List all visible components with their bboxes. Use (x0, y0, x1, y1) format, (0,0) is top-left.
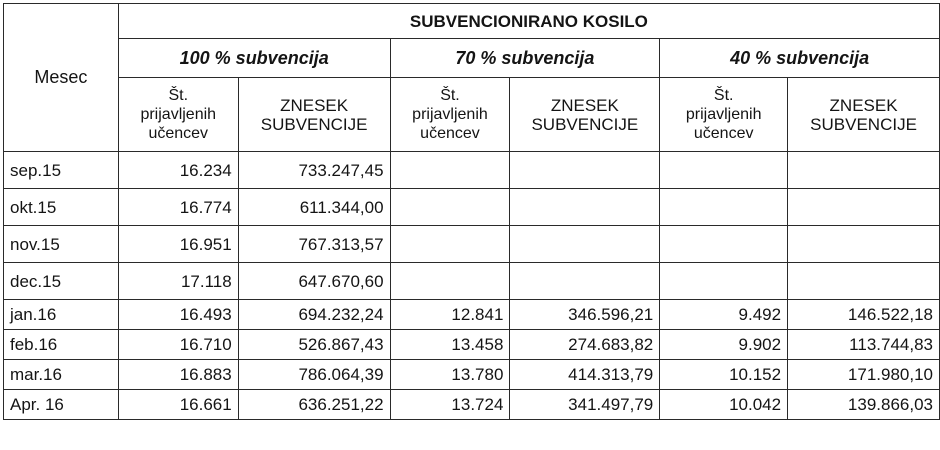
amount-100-cell: 526.867,43 (238, 330, 390, 360)
amount-40-cell: 171.980,10 (788, 360, 940, 390)
group-header-70: 70 % subvencija (390, 39, 660, 78)
amount-header-line: ZNESEK (280, 95, 349, 115)
count-40-cell (660, 226, 788, 263)
month-cell: jan.16 (4, 300, 119, 330)
table-row (4, 263, 940, 300)
month-column-header: Mesec (4, 4, 119, 152)
count-100-cell: 16.710 (118, 330, 238, 360)
count-header-line: prijavljenih (685, 106, 762, 123)
amount-100-cell: 647.670,60 (238, 263, 390, 300)
count-70-cell (390, 226, 510, 263)
count-100-cell: 16.774 (118, 189, 238, 226)
count-header-line: učencev (148, 125, 209, 142)
table-row (4, 152, 940, 189)
count-40-cell: 9.492 (660, 300, 788, 330)
count-header-line: učencev (693, 125, 754, 142)
month-cell: sep.15 (4, 152, 119, 189)
count-70-cell (390, 189, 510, 226)
table-title: SUBVENCIONIRANO KOSILO (118, 4, 939, 39)
amount-40-cell: 146.522,18 (788, 300, 940, 330)
amount-70-cell: 346.596,21 (510, 300, 660, 330)
count-70-cell (390, 263, 510, 300)
amount-40-cell: 113.744,83 (788, 330, 940, 360)
count-70-cell: 12.841 (390, 300, 510, 330)
table-row (4, 390, 940, 420)
amount-40-cell: 139.866,03 (788, 390, 940, 420)
month-cell: okt.15 (4, 189, 119, 226)
amount-header-line: ZNESEK (550, 95, 619, 115)
count-40-cell (660, 263, 788, 300)
count-100-cell: 16.234 (118, 152, 238, 189)
table-row (4, 360, 940, 390)
amount-header-line: SUBVENCIJE (260, 114, 368, 134)
subsidized-lunch-table (3, 3, 940, 420)
amount-40-cell (788, 226, 940, 263)
count-header-40 (660, 78, 788, 152)
table-row (4, 226, 940, 263)
amount-100-cell: 611.344,00 (238, 189, 390, 226)
count-header-line: Št. (440, 87, 460, 104)
table-row (4, 189, 940, 226)
count-40-cell: 9.902 (660, 330, 788, 360)
amount-header-line: SUBVENCIJE (531, 114, 639, 134)
count-header-100 (118, 78, 238, 152)
count-100-cell: 16.883 (118, 360, 238, 390)
count-header-line: Št. (168, 87, 189, 104)
amount-40-cell (788, 189, 940, 226)
count-100-cell: 16.493 (118, 300, 238, 330)
count-100-cell: 17.118 (118, 263, 238, 300)
amount-header-100 (238, 78, 390, 152)
amount-100-cell: 786.064,39 (238, 360, 390, 390)
count-header-line: prijavljenih (140, 106, 217, 123)
count-70-cell: 13.780 (390, 360, 510, 390)
count-40-cell: 10.042 (660, 390, 788, 420)
amount-100-cell: 636.251,22 (238, 390, 390, 420)
count-40-cell (660, 152, 788, 189)
table-row (4, 300, 940, 330)
amount-100-cell: 767.313,57 (238, 226, 390, 263)
amount-40-cell (788, 152, 940, 189)
amount-70-cell (510, 189, 660, 226)
amount-70-cell (510, 226, 660, 263)
count-40-cell: 10.152 (660, 360, 788, 390)
month-cell: dec.15 (4, 263, 119, 300)
month-cell: Apr. 16 (4, 390, 119, 420)
count-70-cell: 13.724 (390, 390, 510, 420)
count-100-cell: 16.951 (118, 226, 238, 263)
count-100-cell: 16.661 (118, 390, 238, 420)
count-header-line: Št. (713, 87, 734, 104)
month-cell: feb.16 (4, 330, 119, 360)
count-40-cell (660, 189, 788, 226)
amount-100-cell: 733.247,45 (238, 152, 390, 189)
group-header-40: 40 % subvencija (660, 39, 940, 78)
amount-header-line: SUBVENCIJE (810, 114, 917, 134)
amount-header-70 (510, 78, 660, 152)
amount-header-line: ZNESEK (829, 95, 898, 115)
amount-70-cell: 274.683,82 (510, 330, 660, 360)
document-table-container (3, 3, 940, 420)
amount-70-cell: 341.497,79 (510, 390, 660, 420)
amount-70-cell: 414.313,79 (510, 360, 660, 390)
amount-100-cell: 694.232,24 (238, 300, 390, 330)
amount-70-cell (510, 263, 660, 300)
amount-header-40 (788, 78, 940, 152)
month-cell: nov.15 (4, 226, 119, 263)
amount-40-cell (788, 263, 940, 300)
count-header-line: prijavljenih (412, 106, 488, 123)
count-header-line: učencev (420, 125, 480, 142)
group-header-100: 100 % subvencija (118, 39, 390, 78)
amount-70-cell (510, 152, 660, 189)
month-cell: mar.16 (4, 360, 119, 390)
count-70-cell: 13.458 (390, 330, 510, 360)
count-header-70 (390, 78, 510, 152)
count-70-cell (390, 152, 510, 189)
table-row (4, 330, 940, 360)
